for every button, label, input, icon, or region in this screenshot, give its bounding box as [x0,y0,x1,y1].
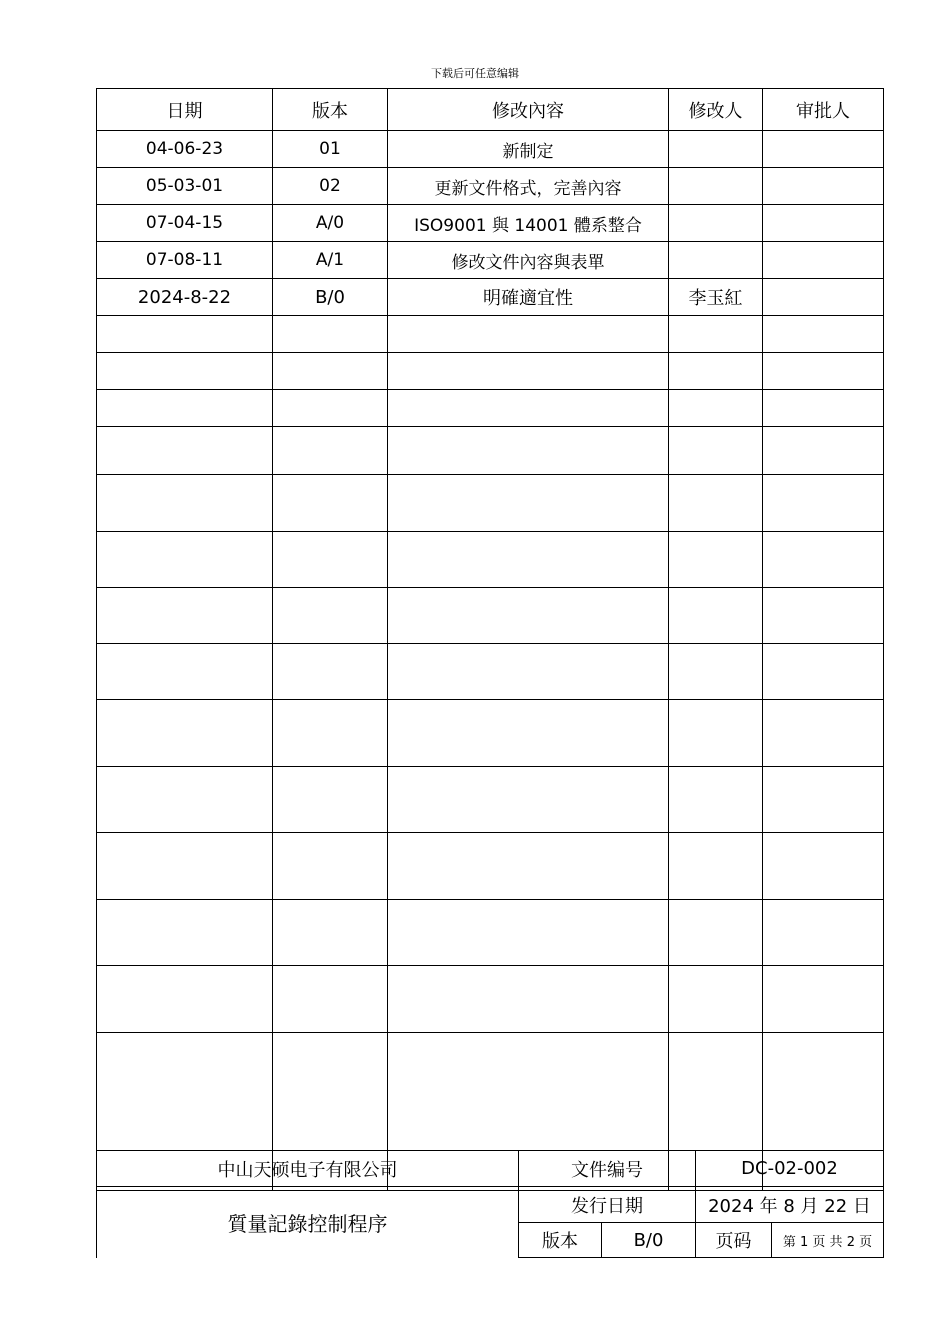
cell-version [273,966,388,1033]
issue-date-label: 发行日期 [519,1187,696,1223]
cell-content [388,900,669,966]
cell-content [388,966,669,1033]
cell-date [97,588,273,644]
cell-approver [763,700,884,767]
cell-modifier [669,966,763,1033]
cell-version [273,353,388,390]
header-content: 修改內容 [388,89,669,131]
cell-modifier [669,644,763,700]
table-row [97,353,884,390]
cell-date [97,900,273,966]
cell-modifier [669,1033,763,1151]
cell-version [273,767,388,833]
doc-number-label: 文件编号 [519,1151,696,1187]
header-approver: 审批人 [763,89,884,131]
cell-modifier [669,767,763,833]
cell-modifier: 李玉紅 [669,279,763,316]
cell-approver [763,966,884,1033]
cell-date [97,644,273,700]
cell-modifier [669,168,763,205]
cell-approver [763,532,884,588]
top-note: 下载后可任意编辑 [431,67,519,80]
cell-version [273,900,388,966]
cell-date [97,390,273,427]
table-row [97,205,884,242]
table-row [97,767,884,833]
cell-approver [763,588,884,644]
cell-date [97,1033,273,1151]
cell-approver [763,279,884,316]
cell-approver [763,1033,884,1151]
cell-approver [763,390,884,427]
company-name: 中山天硕电子有限公司 [97,1151,519,1187]
cell-content [388,427,669,475]
cell-approver [763,131,884,168]
cell-version [273,833,388,900]
cell-date [97,833,273,900]
revision-header-row [97,89,884,131]
cell-modifier [669,131,763,168]
cell-content: 明確適宜性 [388,279,669,316]
doc-number: DC-02-002 [696,1151,884,1187]
table-row [97,900,884,966]
cell-date [97,700,273,767]
header-modifier: 修改人 [669,89,763,131]
cell-modifier [669,532,763,588]
cell-approver [763,427,884,475]
cell-content [388,475,669,532]
cell-approver [763,205,884,242]
cell-version [273,427,388,475]
header-version: 版本 [273,89,388,131]
cell-date [97,316,273,353]
cell-version [273,475,388,532]
table-row [97,427,884,475]
table-row [97,588,884,644]
cell-date [97,767,273,833]
cell-content [388,390,669,427]
cell-content [388,588,669,644]
version-value: B/0 [602,1223,696,1258]
cell-modifier [669,475,763,532]
table-row [97,316,884,353]
cell-approver [763,900,884,966]
cell-content [388,644,669,700]
cell-modifier [669,700,763,767]
cell-date [97,427,273,475]
cell-version [273,700,388,767]
table-row [97,532,884,588]
cell-content [388,767,669,833]
cell-approver [763,353,884,390]
cell-content [388,532,669,588]
table-row [97,390,884,427]
cell-version [273,1033,388,1151]
version-label: 版本 [519,1223,602,1258]
cell-date [97,532,273,588]
cell-approver [763,833,884,900]
cell-modifier [669,353,763,390]
table-row [97,475,884,532]
cell-version [273,588,388,644]
cell-modifier [669,316,763,353]
cell-version: A/1 [273,242,388,279]
table-row [97,644,884,700]
cell-content [388,353,669,390]
header-date: 日期 [97,89,273,131]
cell-modifier [669,427,763,475]
issue-date: 2024 年 8 月 22 日 [696,1187,884,1223]
table-row [97,131,884,168]
table-row [97,1033,884,1151]
table-row [97,242,884,279]
cell-version [273,390,388,427]
cell-approver [763,168,884,205]
page-label: 页码 [696,1223,772,1258]
page-number: 第 1 页 共 2 页 [772,1223,884,1258]
cell-date: 04-06-23 [97,131,273,168]
cell-content [388,833,669,900]
table-row [97,833,884,900]
cell-content [388,1033,669,1151]
footer-table [96,1150,884,1258]
cell-version [273,532,388,588]
cell-approver [763,644,884,700]
document-title: 質量記錄控制程序 [97,1187,519,1258]
cell-date [97,475,273,532]
cell-modifier [669,900,763,966]
cell-approver [763,475,884,532]
cell-version: 02 [273,168,388,205]
cell-approver [763,316,884,353]
cell-version: A/0 [273,205,388,242]
cell-modifier [669,242,763,279]
cell-content: ISO9001 與 14001 體系整合 [388,205,669,242]
cell-version [273,644,388,700]
cell-approver [763,242,884,279]
cell-date: 2024-8-22 [97,279,273,316]
cell-modifier [669,833,763,900]
cell-content [388,700,669,767]
cell-date: 05-03-01 [97,168,273,205]
table-row [97,168,884,205]
cell-version [273,316,388,353]
cell-date: 07-08-11 [97,242,273,279]
table-row [97,700,884,767]
cell-content [388,316,669,353]
cell-modifier [669,588,763,644]
cell-date [97,353,273,390]
cell-modifier [669,205,763,242]
cell-content: 更新文件格式，完善內容 [388,168,669,205]
cell-date: 07-04-15 [97,205,273,242]
cell-approver [763,767,884,833]
table-row [97,966,884,1033]
table-row [97,279,884,316]
cell-content: 修改文件內容與表單 [388,242,669,279]
cell-modifier [669,390,763,427]
cell-content: 新制定 [388,131,669,168]
cell-date [97,966,273,1033]
cell-version: B/0 [273,279,388,316]
revision-table [96,88,884,1191]
cell-version: 01 [273,131,388,168]
